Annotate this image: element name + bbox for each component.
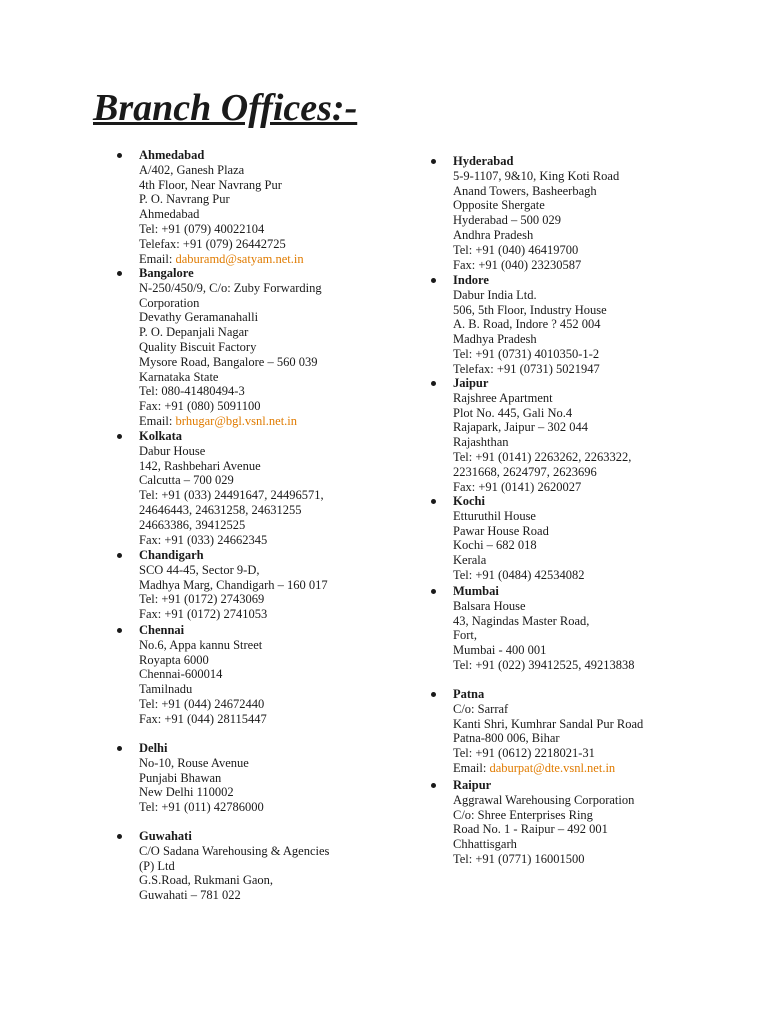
address-line: Dabur House xyxy=(139,443,206,458)
bullet-icon xyxy=(117,834,122,839)
address-line: Tel: +91 (0484) 42534082 xyxy=(453,567,585,582)
address-line: N-250/450/9, C/o: Zuby Forwarding xyxy=(139,280,322,295)
address-line: Chennai-600014 xyxy=(139,667,223,682)
office-name: Bangalore xyxy=(139,266,194,280)
address-line: Fax: +91 (044) 28115447 xyxy=(139,711,267,726)
bullet-icon xyxy=(431,692,436,697)
address-line: P. O. Navrang Pur xyxy=(139,192,230,207)
address-line: Tel: +91 (0771) 16001500 xyxy=(453,851,585,866)
office-name: Indore xyxy=(453,273,489,287)
address-line: Rajapark, Jaipur – 302 044 xyxy=(453,420,589,435)
address-line: Fax: +91 (080) 5091100 xyxy=(139,399,261,414)
bullet-icon xyxy=(117,434,122,439)
bullet-icon xyxy=(117,553,122,558)
address-line: C/o: Shree Enterprises Ring xyxy=(453,807,593,822)
office-name: Jaipur xyxy=(453,376,489,390)
address-line: Tel: +91 (0141) 2263262, 2263322, xyxy=(453,449,632,464)
address-line: C/o: Sarraf xyxy=(453,701,509,716)
address-line: 5-9-1107, 9&10, King Koti Road xyxy=(453,168,620,183)
bullet-icon xyxy=(431,381,436,386)
office-block xyxy=(453,584,768,673)
address-line: C/O Sadana Warehousing & Agencies xyxy=(139,843,330,858)
address-line: Dabur India Ltd. xyxy=(453,287,537,302)
address-line: P. O. Depanjali Nagar xyxy=(139,325,249,340)
address-line: Fax: +91 (040) 23230587 xyxy=(453,257,582,272)
address-line: SCO 44-45, Sector 9-D, xyxy=(139,562,260,577)
address-line: Fort, xyxy=(453,628,477,643)
address-line: Hyderabad – 500 029 xyxy=(453,213,561,228)
bullet-icon xyxy=(117,153,122,158)
address-line: (P) Ltd xyxy=(139,858,175,873)
address-line: Opposite Shergate xyxy=(453,198,545,213)
office-block xyxy=(139,429,469,547)
email-link[interactable]: daburamd@satyam.net.in xyxy=(175,251,304,266)
address-line: Devathy Geramanahalli xyxy=(139,310,259,325)
address-line: 43, Nagindas Master Road, xyxy=(453,613,590,628)
address-line: 4th Floor, Near Navrang Pur xyxy=(139,177,282,192)
address-line: Plot No. 445, Gali No.4 xyxy=(453,405,573,420)
office-name: Chennai xyxy=(139,623,185,637)
address-line: Balsara House xyxy=(453,598,526,613)
office-block xyxy=(453,778,768,867)
office-name: Raipur xyxy=(453,778,492,792)
address-line: Tel: +91 (0731) 4010350-1-2 xyxy=(453,346,600,361)
address-line: No.6, Appa kannu Street xyxy=(139,637,263,652)
bullet-icon xyxy=(431,159,436,164)
address-line: Tel: +91 (022) 39412525, 49213838 xyxy=(453,657,635,672)
address-line: Pawar House Road xyxy=(453,523,549,538)
office-block xyxy=(139,623,469,727)
office-block xyxy=(453,376,768,494)
office-name: Patna xyxy=(453,687,485,701)
page-title: Branch Offices:- xyxy=(93,87,358,129)
office-name: Ahmedabad xyxy=(139,148,205,162)
address-line: 506, 5th Floor, Industry House xyxy=(453,302,607,317)
email-label: Email: xyxy=(139,413,176,428)
email-label: Email: xyxy=(139,251,176,266)
office-block xyxy=(453,494,768,583)
address-line: Tel: 080-41480494-3 xyxy=(139,384,245,399)
bullet-icon xyxy=(117,746,122,751)
address-line: Chhattisgarh xyxy=(453,837,517,852)
office-block xyxy=(139,741,469,815)
address-line: Tel: +91 (011) 42786000 xyxy=(139,800,264,815)
address-line: Mysore Road, Bangalore – 560 039 xyxy=(139,354,318,369)
address-line: New Delhi 110002 xyxy=(139,785,234,800)
address-line: Kerala xyxy=(453,553,487,568)
bullet-icon xyxy=(431,589,436,594)
address-line: Calcutta – 700 029 xyxy=(139,473,234,488)
office-name: Chandigarh xyxy=(139,548,204,562)
address-line: Road No. 1 - Raipur – 492 001 xyxy=(453,822,608,837)
address-line: Madhya Pradesh xyxy=(453,332,537,347)
address-line: Ahmedabad xyxy=(139,207,200,222)
office-name: Hyderabad xyxy=(453,154,514,168)
address-line: Tel: +91 (0172) 2743069 xyxy=(139,592,265,607)
office-name: Delhi xyxy=(139,741,168,755)
address-line: Telefax: +91 (0731) 5021947 xyxy=(453,361,600,376)
office-name: Kochi xyxy=(453,494,485,508)
office-name: Mumbai xyxy=(453,584,499,598)
address-line: G.S.Road, Rukmani Gaon, xyxy=(139,873,274,888)
email-row xyxy=(453,761,768,776)
email-link[interactable]: daburpat@dte.vsnl.net.in xyxy=(489,760,616,775)
address-line: Anand Towers, Basheerbagh xyxy=(453,183,597,198)
address-line: 142, Rashbehari Avenue xyxy=(139,458,261,473)
address-line: A. B. Road, Indore ? 452 004 xyxy=(453,317,601,332)
address-line: Andhra Pradesh xyxy=(453,227,534,242)
address-line: Tel: +91 (040) 46419700 xyxy=(453,242,579,257)
address-line: 2231668, 2624797, 2623696 xyxy=(453,464,597,479)
email-label: Email: xyxy=(453,760,490,775)
address-line: Tel: +91 (033) 24491647, 24496571, xyxy=(139,488,324,503)
email-row xyxy=(139,414,469,429)
office-block xyxy=(453,273,768,377)
bullet-icon xyxy=(117,628,122,633)
address-line: Kochi – 682 018 xyxy=(453,538,537,553)
address-line: Rajshree Apartment xyxy=(453,390,553,405)
address-line: Fax: +91 (033) 24662345 xyxy=(139,532,268,547)
bullet-icon xyxy=(431,278,436,283)
address-line: Royapta 6000 xyxy=(139,652,209,667)
address-line: Karnataka State xyxy=(139,369,219,384)
address-line: Fax: +91 (0172) 2741053 xyxy=(139,607,268,622)
address-line: Corporation xyxy=(139,295,200,310)
office-block xyxy=(139,548,469,622)
office-block xyxy=(139,266,469,429)
email-link[interactable]: brhugar@bgl.vsnl.net.in xyxy=(175,413,298,428)
address-line: Telefax: +91 (079) 26442725 xyxy=(139,236,286,251)
address-line: Patna-800 006, Bihar xyxy=(453,731,560,746)
address-line: 24646443, 24631258, 24631255 xyxy=(139,502,302,517)
address-line: Tamilnadu xyxy=(139,682,193,697)
office-name: Kolkata xyxy=(139,429,183,443)
address-line: A/402, Ganesh Plaza xyxy=(139,162,245,177)
address-line: Tel: +91 (0612) 2218021-31 xyxy=(453,746,595,761)
address-line: Fax: +91 (0141) 2620027 xyxy=(453,479,582,494)
address-line: Mumbai - 400 001 xyxy=(453,643,547,658)
address-line: Guwahati – 781 022 xyxy=(139,888,241,903)
address-line: Aggrawal Warehousing Corporation xyxy=(453,792,635,807)
bullet-icon xyxy=(431,499,436,504)
address-line: Quality Biscuit Factory xyxy=(139,339,257,354)
bullet-icon xyxy=(117,271,122,276)
address-line: Etturuthil House xyxy=(453,508,536,523)
address-line: No-10, Rouse Avenue xyxy=(139,755,249,770)
office-block xyxy=(453,154,768,272)
address-line: Kanti Shri, Kumhrar Sandal Pur Road xyxy=(453,716,644,731)
address-line: Tel: +91 (044) 24672440 xyxy=(139,696,265,711)
address-line: Punjabi Bhawan xyxy=(139,770,222,785)
office-block xyxy=(139,829,469,903)
office-name: Guwahati xyxy=(139,829,192,843)
office-block xyxy=(139,148,469,266)
bullet-icon xyxy=(431,783,436,788)
office-block xyxy=(453,687,768,776)
address-line: Rajashthan xyxy=(453,435,509,450)
address-line: Tel: +91 (079) 40022104 xyxy=(139,221,265,236)
email-row xyxy=(139,252,469,267)
address-line: Madhya Marg, Chandigarh – 160 017 xyxy=(139,577,328,592)
address-line: 24663386, 39412525 xyxy=(139,517,246,532)
